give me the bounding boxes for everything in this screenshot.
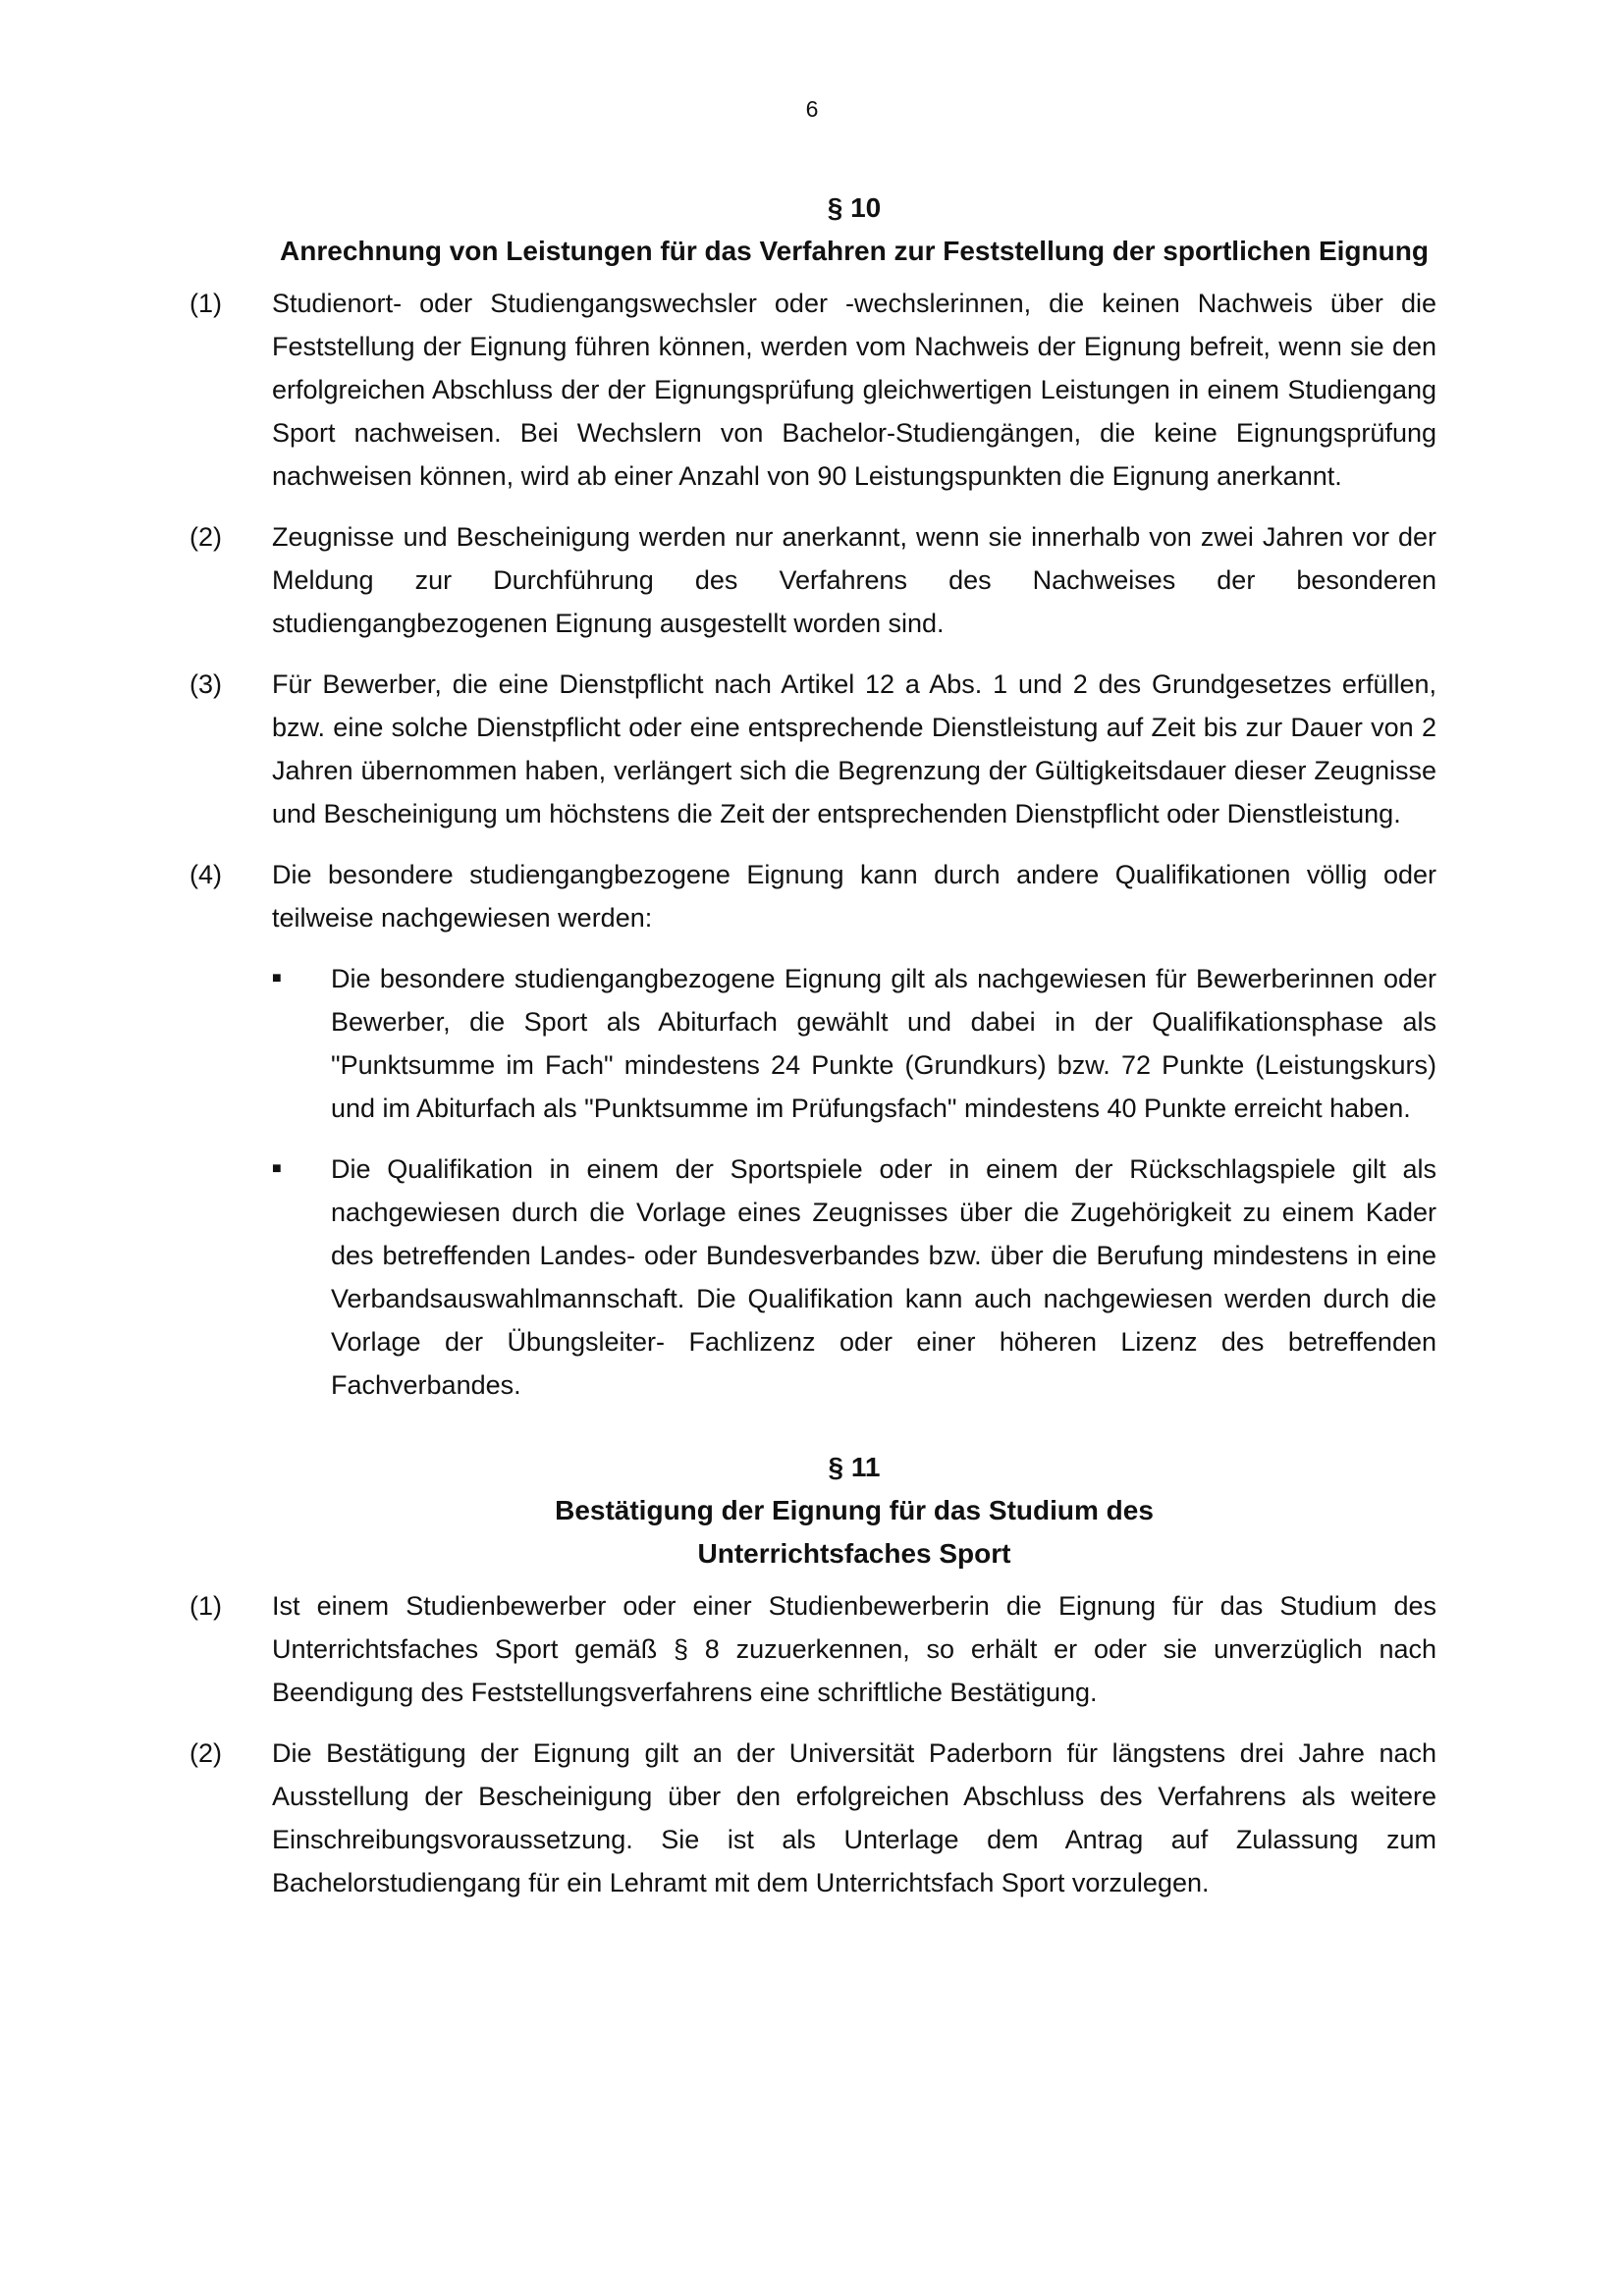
paragraph	[189, 1732, 1436, 1904]
paragraph-text: Zeugnisse und Bescheinigung werden nur anerkannt, wenn sie innerhalb von zwei Jahren vor der Meldung zur Durchführung des Verfahrens des Nachweises der besonderen studiengangbezogenen Eignung ausgestellt worden sind.	[272, 522, 1436, 638]
paragraph	[189, 663, 1436, 835]
section-title-line-1: Bestätigung der Eignung für das Studium des	[555, 1495, 1154, 1525]
bullet-item	[272, 1148, 1436, 1407]
section-title: Anrechnung von Leistungen für das Verfahren zur Feststellung der sportlichen Eignung	[280, 236, 1429, 266]
section-11-heading	[272, 1446, 1436, 1575]
bullet-text: Die Qualifikation in einem der Sportspiele oder in einem der Rückschlagspiele gilt als nachgewiesen durch die Vorlage eines Zeugnisses über die Zugehörigkeit zu einem Kader des betreffenden Landes- oder Bundesverbandes bzw. über die Berufung mindestens in eine Verbandsauswahlmannschaft. Die Qualifikation kann auch nachgewiesen werden durch die Vorlage der Übungsleiter- Fachlizenz oder einer höheren Lizenz des betreffenden Fachverbandes.	[331, 1154, 1436, 1400]
paragraph-body	[272, 853, 1436, 1424]
paragraph-text: Die besondere studiengangbezogene Eignung kann durch andere Qualifikationen völlig oder teilweise nachgewiesen werden:	[272, 860, 1436, 933]
paragraph-text: Für Bewerber, die eine Dienstpflicht nach Artikel 12 a Abs. 1 und 2 des Grundgesetzes erfüllen, bzw. eine solche Dienstpflicht oder eine entsprechende Dienstleistung auf Zeit bis zur Dauer von 2 Jahren übernommen haben, verlängert sich die Begrenzung der Gültigkeitsdauer dieser Zeugnisse und Bescheinigung um höchstens die Zeit der entsprechenden Dienstpflicht oder Dienstleistung.	[272, 669, 1436, 828]
bullet-item	[272, 957, 1436, 1130]
square-bullet-icon: ■	[272, 1160, 282, 1177]
section-number: § 11	[828, 1452, 881, 1482]
section-number: § 10	[827, 192, 882, 223]
square-bullet-icon: ■	[272, 970, 282, 987]
paragraph-number: (2)	[189, 1738, 222, 1768]
bullet-list	[272, 957, 1436, 1407]
bullet-text: Die besondere studiengangbezogene Eignung gilt als nachgewiesen für Bewerberinnen oder Bewerber, die Sport als Abiturfach gewählt und dabei in der Qualifikationsphase als "Punktsumme im Fach" mindestens 24 Punkte (Grundkurs) bzw. 72 Punkte (Leistungskurs) und im Abiturfach als "Punktsumme im Prüfungsfach" mindestens 40 Punkte erreicht haben.	[331, 964, 1436, 1123]
paragraph	[189, 853, 1436, 1424]
paragraph	[189, 282, 1436, 498]
page-number: 6	[805, 96, 819, 122]
paragraph-number: (3)	[189, 669, 222, 699]
paragraph-text: Die Bestätigung der Eignung gilt an der Universität Paderborn für längstens drei Jahre nach Ausstellung der Bescheinigung über den erfolgreichen Abschluss des Verfahrens als weitere Einschreibungsvoraussetzung. Sie ist als Unterlage dem Antrag auf Zulassung zum Bachelorstudiengang für ein Lehramt mit dem Unterrichtsfach Sport vorzulegen.	[272, 1738, 1436, 1897]
paragraph-number: (1)	[189, 1591, 222, 1621]
paragraph-number: (1)	[189, 289, 222, 318]
paragraph-number: (2)	[189, 522, 222, 552]
section-title-line-2: Unterrichtsfaches Sport	[697, 1538, 1011, 1569]
paragraph-number: (4)	[189, 860, 222, 889]
paragraph-text: Studienort- oder Studiengangswechsler oder -wechslerinnen, die keinen Nachweis über die Feststellung der Eignung führen können, werden vom Nachweis der Eignung befreit, wenn sie den erfolgreichen Abschluss der der Eignungsprüfung gleichwertigen Leistungen in einem Studiengang Sport nachweisen. Bei Wechslern von Bachelor-Studiengängen, die keine Eignungsprüfung nachweisen können, wird ab einer Anzahl von 90 Leistungspunkten die Eignung anerkannt.	[272, 289, 1436, 491]
section-10-heading	[272, 187, 1436, 273]
paragraph-text: Ist einem Studienbewerber oder einer Studienbewerberin die Eignung für das Studium des Unterrichtsfaches Sport gemäß § 8 zuzuerkennen, so erhält er oder sie unverzüglich nach Beendigung des Feststellungsverfahrens eine schriftliche Bestätigung.	[272, 1591, 1436, 1707]
paragraph	[189, 1584, 1436, 1714]
document-body	[189, 187, 1436, 1922]
paragraph	[189, 515, 1436, 645]
